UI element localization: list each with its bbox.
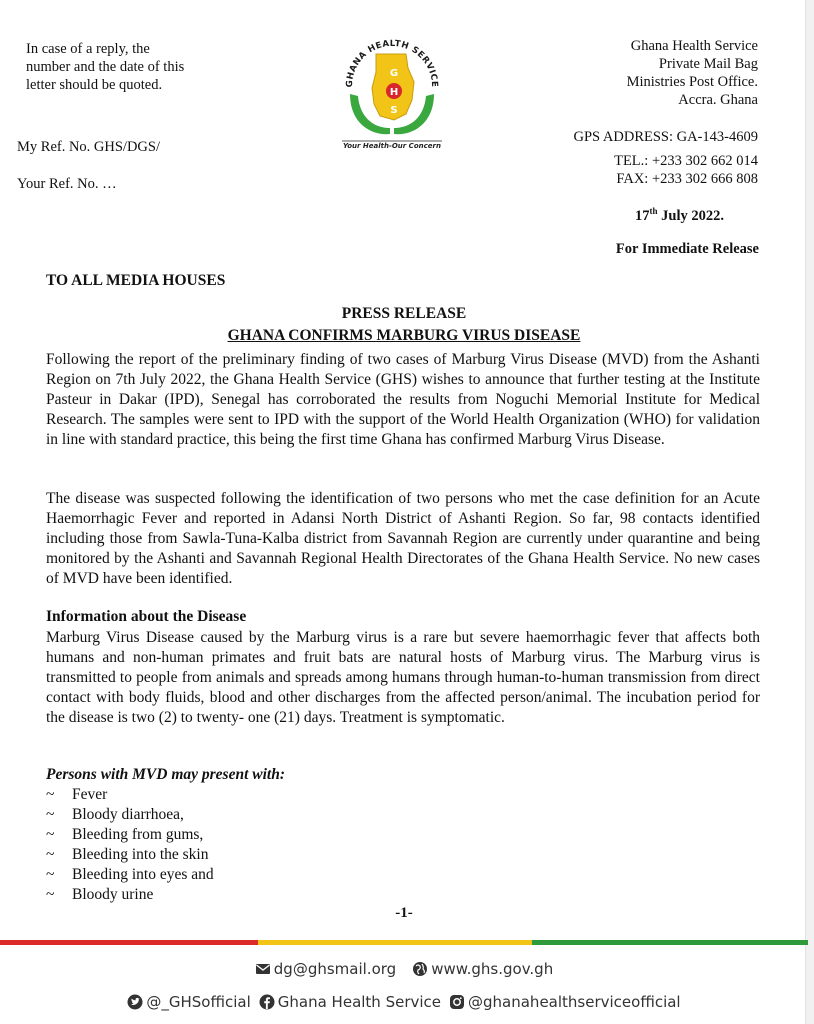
address-line: Private Mail Bag bbox=[658, 56, 758, 72]
page-edge bbox=[805, 0, 814, 1024]
address-line: Accra. Ghana bbox=[678, 92, 758, 108]
website-link[interactable]: www.ghs.gov.gh bbox=[431, 960, 554, 978]
twitter-handle[interactable]: @_GHSofficial bbox=[146, 993, 251, 1011]
reply-note-line: number and the date of this bbox=[26, 59, 185, 75]
addressee: TO ALL MEDIA HOUSES bbox=[46, 272, 226, 289]
info-heading: Information about the Disease bbox=[46, 608, 247, 625]
page-number: -1- bbox=[395, 905, 413, 921]
paragraph-2: The disease was suspected following the identification of two persons who met the case definition for an Acute Haemorrhagic Fever and reported in Adansi North District of Ashanti Region. So far, 98 contacts identified including those from Sawla-Tuna-Kalba district from Savannah Region are currently under quarantine and being monitored by the Ashanti and Savannah Regional Health Directorates of the Ghana Health Service. No new cases of MVD have been identified. bbox=[46, 490, 760, 587]
release-note: For Immediate Release bbox=[615, 241, 759, 257]
logo-letter-h: H bbox=[389, 87, 399, 98]
list-item bbox=[46, 865, 214, 885]
date-suffix: th bbox=[649, 206, 658, 216]
paragraph-3: Marburg Virus Disease caused by the Marburg virus is a rare but severe haemorrhagic fever that affects both humans and non-human primates and fruit bats are natural hosts of Marburg virus. The Marburg virus is transmitted to people from animals and spreads among humans through human-to-human transmission from direct contact with body fluids, blood and other discharges from the affected person/animal. The incubation period for the disease is two (2) to twenty- one (21) days. Treatment is symptomatic. bbox=[46, 629, 760, 726]
address-line: Ministries Post Office. bbox=[626, 74, 758, 90]
twitter-icon bbox=[127, 994, 143, 1010]
list-item bbox=[46, 825, 214, 845]
email-link[interactable]: dg@ghsmail.org bbox=[273, 960, 397, 978]
symptom-text: Bleeding into eyes and bbox=[72, 866, 214, 883]
symptoms-list bbox=[46, 785, 214, 905]
list-bullet: ~ bbox=[46, 866, 55, 883]
instagram-handle[interactable]: @ghanahealthserviceofficial bbox=[468, 993, 681, 1011]
symptom-text: Bloody urine bbox=[72, 886, 154, 903]
facebook-icon bbox=[259, 994, 275, 1010]
letter-date bbox=[635, 206, 724, 225]
ghs-logo bbox=[336, 24, 448, 150]
contact-numbers bbox=[614, 152, 758, 188]
stripe-green bbox=[532, 940, 808, 945]
list-bullet: ~ bbox=[46, 846, 55, 863]
tel-number: TEL.: +233 302 662 014 bbox=[614, 153, 758, 169]
envelope-icon bbox=[255, 961, 271, 977]
list-bullet: ~ bbox=[46, 826, 55, 843]
my-ref: My Ref. No. GHS/DGS/ bbox=[17, 139, 160, 155]
stripe-gold bbox=[258, 940, 532, 945]
reply-note-line: In case of a reply, the bbox=[26, 41, 150, 57]
symptom-text: Bleeding into the skin bbox=[72, 846, 209, 863]
ghs-address bbox=[627, 37, 758, 109]
footer-contact-row bbox=[0, 960, 808, 978]
list-item bbox=[46, 805, 214, 825]
logo-letter-s: S bbox=[390, 105, 398, 116]
fax-number: FAX: +233 302 666 808 bbox=[616, 171, 758, 187]
list-item bbox=[46, 885, 214, 905]
logo-arc-textpath: GHANA HEALTH SERVICE bbox=[344, 38, 440, 88]
globe-icon bbox=[412, 961, 428, 977]
press-release-headline: GHANA CONFIRMS MARBURG VIRUS DISEASE bbox=[227, 327, 581, 344]
logo-letter-g: G bbox=[389, 68, 399, 79]
stripe-red bbox=[0, 940, 258, 945]
logo-tagline: Your Health-Our Concern bbox=[343, 142, 441, 150]
instagram-icon bbox=[449, 994, 465, 1010]
footer-social-row bbox=[0, 993, 808, 1011]
list-bullet: ~ bbox=[46, 886, 55, 903]
reply-note-line: letter should be quoted. bbox=[26, 77, 163, 93]
press-release-title: PRESS RELEASE bbox=[341, 305, 467, 322]
address-line: Ghana Health Service bbox=[630, 38, 758, 54]
your-ref: Your Ref. No. … bbox=[17, 176, 117, 192]
date-rest: July 2022. bbox=[657, 208, 724, 224]
symptom-text: Fever bbox=[72, 786, 108, 803]
date-day: 17 bbox=[635, 208, 650, 224]
paragraph-1: Following the report of the preliminary finding of two cases of Marburg Virus Disease (MVD) from the Ashanti Region on 7th July 2022, the Ghana Health Service (GHS) wishes to announce that further testing at the Institute Pasteur in Dakar (IPD), Senegal has corroborated the results from Noguchi Memorial Institute for Medical Research. The samples were sent to IPD with the support of the World Health Organization (WHO) for validation in line with standard practice, this being the first time Ghana has confirmed Marburg Virus Disease. bbox=[46, 351, 760, 448]
reply-note bbox=[26, 40, 226, 94]
list-bullet: ~ bbox=[46, 786, 55, 803]
list-item bbox=[46, 845, 214, 865]
gps-address: GPS ADDRESS: GA-143-4609 bbox=[573, 129, 758, 145]
facebook-page[interactable]: Ghana Health Service bbox=[277, 993, 442, 1011]
symptoms-heading: Persons with MVD may present with: bbox=[46, 766, 285, 783]
list-item bbox=[46, 785, 214, 805]
symptom-text: Bleeding from gums, bbox=[72, 826, 204, 843]
list-bullet: ~ bbox=[46, 806, 55, 823]
symptom-text: Bloody diarrhoea, bbox=[72, 806, 184, 823]
